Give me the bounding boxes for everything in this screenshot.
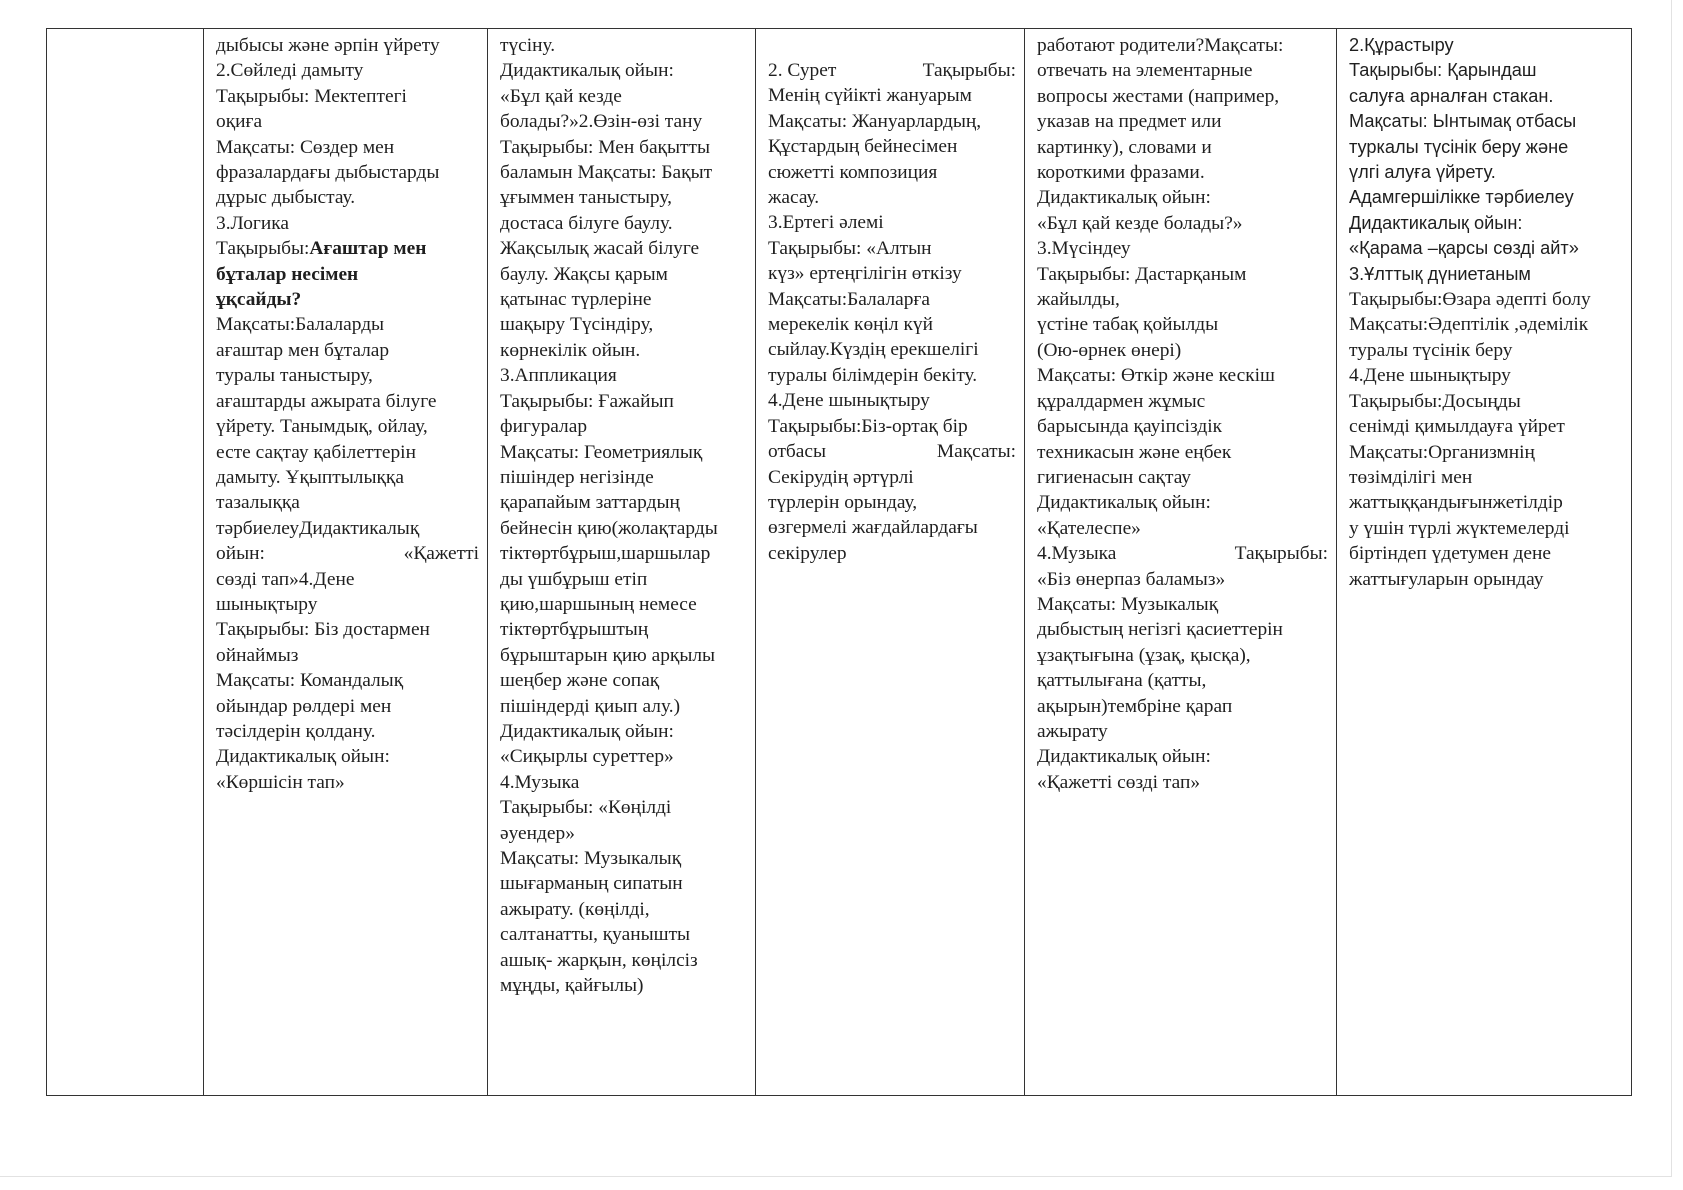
text-line: фразалардағы дыбыстарды: [216, 162, 440, 184]
text-line: [768, 58, 1016, 83]
text-line: Тақырыбы: Дастарқаным: [1037, 263, 1247, 285]
text-line: ашық- жарқын, көңілсіз: [500, 949, 698, 971]
text-line: 4.Дене шынықтыру: [1349, 365, 1511, 387]
text-line: 3.Аппликация: [500, 365, 617, 387]
text-line: дұрыс дыбыстау.: [216, 187, 356, 209]
text-line: вопросы жестами (например,: [1037, 85, 1280, 107]
text-fragment: Тақырыбы:: [1234, 543, 1328, 565]
text-line: Мақсаты: Музыкалық: [1037, 593, 1219, 615]
text-line: (Ою-өрнек өнері): [1037, 339, 1182, 361]
text-line: пішіндер негізінде: [500, 466, 654, 488]
lesson-plan-table: [46, 28, 1632, 1096]
topic-label: Тақырыбы:: [216, 238, 310, 260]
text-line: Дидактикалық ойын:: [500, 60, 674, 82]
text-line: Тақырыбы: Мектептегі: [216, 85, 407, 107]
text-line: «Көршісін тап»: [216, 771, 345, 793]
text-line: жайылды,: [1037, 289, 1120, 311]
text-line: Тақырыбы: Ғажайып: [500, 390, 674, 412]
text-line: [768, 439, 1016, 464]
text-line: баламын Мақсаты: Бақыт: [500, 162, 713, 184]
text-line: Адамгершілікке тәрбиелеу: [1349, 187, 1574, 208]
text-line: шығарманың сипатын: [500, 873, 683, 895]
text-line: қатынас түрлеріне: [500, 289, 652, 311]
text-line: Дидактикалық ойын:: [500, 720, 674, 742]
text-line: сөзді тап»4.Дене: [216, 568, 355, 590]
text-line: ойнаймыз: [216, 644, 299, 666]
topic-title: Ағаштар мен: [309, 238, 427, 260]
text-line: мұңды, қайғылы): [500, 975, 644, 997]
text-line: сюжетті композиция: [768, 161, 938, 183]
text-line: Мақсаты: Жануарлардың,: [768, 110, 982, 132]
text-line: дамыту. Ұқыптылыққа: [216, 466, 404, 488]
text-line: ұқсайды?: [216, 289, 302, 311]
text-line: Мақсаты: Геометриялық: [500, 441, 703, 463]
text-line: салтанатты, қуанышты: [500, 924, 691, 946]
text-line: дыбыстың негізгі қасиеттерін: [1037, 619, 1283, 641]
text-line: Мақсаты:Балаларды: [216, 314, 385, 336]
text-line: әуендер»: [500, 822, 575, 844]
text-line: шақыру Түсіндіру,: [500, 314, 654, 336]
text-line: работают родители?Мақсаты:: [1037, 35, 1284, 56]
text-line: туркалы түсінік беру және: [1349, 136, 1569, 157]
text-line: отвечать на элементарные: [1037, 60, 1253, 82]
text-line: 3.Ертегі әлемі: [768, 212, 884, 234]
table-cell-day-1: [203, 29, 487, 1095]
text-line: тіктөртбұрыш,шаршылар: [500, 543, 711, 565]
text-fragment: Мақсаты:: [936, 441, 1016, 463]
text-line: «Қажетті сөзді тап»: [1037, 771, 1201, 793]
text-line: Тақырыбы:Өзара әдепті болу: [1349, 289, 1591, 311]
text-fragment: «Қажетті: [403, 543, 479, 565]
text-line: ағаштарды ажырата білуге: [216, 390, 437, 412]
text-line: Тақырыбы: Қарындаш: [1349, 60, 1537, 81]
text-line: техникасын және еңбек: [1037, 441, 1232, 463]
text-line: үстіне табақ қойылды: [1037, 314, 1219, 336]
text-line: Мақсаты: Музыкалық: [500, 848, 682, 869]
text-line: ажырату. (көңілді,: [500, 898, 650, 920]
table-cell-day-5: [1336, 29, 1633, 1095]
text-line: 2.Құрастыру: [1349, 35, 1454, 55]
text-line: у үшін түрлі жүктемелерді: [1349, 517, 1570, 539]
page-edge: [0, 1176, 1672, 1177]
text-line: болады?»2.Өзін-өзі тану: [500, 111, 703, 133]
text-line: оқиға: [216, 111, 263, 133]
page-edge: [1671, 0, 1672, 1176]
text-line: Тақырыбы:Досыңды: [1349, 390, 1521, 412]
text-line: салуға арналған стакан.: [1349, 85, 1554, 106]
text-line: Дидактикалық ойын:: [1349, 212, 1523, 233]
text-line: ойындар рөлдері мен: [216, 695, 392, 717]
table-cell-empty: [47, 29, 203, 1095]
text-line: өзгермелі жағдайлардағы: [768, 517, 978, 539]
text-line: «Сиқырлы суреттер»: [500, 746, 674, 768]
text-line: біртіндеп үдетумен дене: [1349, 543, 1552, 565]
text-line: қаттылығана (қатты,: [1037, 670, 1207, 692]
text-line: жаттығуларын орындау: [1349, 568, 1544, 590]
text-line: Мақсаты: Сөздер мен: [216, 136, 395, 158]
text-line: мерекелік көңіл күй: [768, 314, 933, 336]
text-line: жаттыққандығынжетілдір: [1349, 492, 1563, 514]
text-line: 3.Ұлттық дүниетаным: [1349, 263, 1531, 284]
text-line: достаса білуге баулу.: [500, 212, 673, 234]
text-line: бейнесін қию(жолақтарды: [500, 517, 718, 539]
text-line: «Бұл қай кезде болады?»: [1037, 212, 1243, 234]
text-line: түсіну.: [500, 35, 556, 56]
text-line: 3.Логика: [216, 212, 289, 234]
text-line: төзімділігі мен: [1349, 466, 1473, 488]
text-line: Тақырыбы: Біз достармен: [216, 619, 430, 641]
text-line: ұзақтығына (ұзақ, қысқа),: [1037, 644, 1251, 666]
text-line: сенімді қимылдауға үйрет: [1349, 416, 1565, 438]
text-line: Менің сүйікті жануарым: [768, 85, 972, 107]
text-line: Тақырыбы: «Алтын: [768, 237, 932, 259]
text-fragment: 4.Музыка: [1037, 543, 1117, 565]
table-cell-day-4: [1024, 29, 1336, 1095]
text-line: Секірудің әртүрлі: [768, 466, 914, 488]
text-line: «Қарама –қарсы сөзді айт»: [1349, 238, 1579, 259]
text-line: 2.Сөйледі дамыту: [216, 60, 364, 82]
text-line: қию,шаршының немесе: [500, 593, 697, 615]
table-cell-day-2: [487, 29, 755, 1095]
text-line: көрнекілік ойын.: [500, 339, 641, 361]
text-line: указав на предмет или: [1037, 111, 1222, 133]
text-line: шеңбер және сопақ: [500, 670, 660, 692]
text-line: Дидактикалық ойын:: [216, 746, 390, 768]
text-line: Тақырыбы: «Көңілді: [500, 797, 672, 819]
text-line: дыбысы және әрпін үйрету: [216, 35, 440, 56]
text-line: туралы түсінік беру: [1349, 339, 1513, 361]
text-line: тазалыққа: [216, 492, 300, 514]
text-fragment: ойын:: [216, 543, 265, 565]
text-line: ды үшбұрыш етіп: [500, 568, 648, 590]
text-line: Дидактикалық ойын:: [1037, 187, 1211, 209]
text-line: картинку), словами и: [1037, 136, 1212, 158]
text-line: [1037, 541, 1328, 566]
text-line: «Біз өнерпаз баламыз»: [1037, 568, 1226, 590]
text-line: қарапайым заттардың: [500, 492, 680, 514]
text-line: бұталар несімен: [216, 263, 359, 285]
text-line: құралдармен жұмыс: [1037, 390, 1206, 412]
text-line: пішіндерді қиып алу.): [500, 695, 681, 717]
text-line: 4.Дене шынықтыру: [768, 390, 930, 412]
text-line: баулу. Жақсы қарым: [500, 263, 668, 285]
text-line: бұрыштарын қию арқылы: [500, 644, 716, 666]
text-line: Мақсаты: Ынтымақ отбасы: [1349, 111, 1577, 132]
text-line: тәсілдерін қолдану.: [216, 720, 376, 742]
text-line: түрлерін орындау,: [768, 491, 918, 513]
text-line: жасау.: [768, 187, 820, 209]
text-line: Жақсылық жасай білуге: [500, 238, 700, 260]
text-line: есте сақтау қабілеттерін: [216, 441, 416, 463]
text-line: 4.Музыка: [500, 771, 580, 793]
text-line: күз» ертеңгілігін өткізу: [768, 263, 962, 285]
text-line: гигиенасын сақтау: [1037, 466, 1192, 488]
text-line: секірулер: [768, 542, 847, 564]
text-line: туралы таныстыру,: [216, 365, 373, 387]
text-line: тәрбиелеуДидактикалық: [216, 517, 420, 539]
text-line: Мақсаты:Әдептілік ,әдемілік: [1349, 314, 1589, 336]
text-line: үлгі алуға үйрету.: [1349, 162, 1496, 183]
text-line: «Қателеспе»: [1037, 517, 1141, 539]
text-line: Құстардың бейнесімен: [768, 136, 958, 158]
text-line: [216, 236, 479, 261]
text-line: Тақырыбы: Мен бақытты: [500, 136, 710, 158]
text-line: тіктөртбұрыштың: [500, 619, 649, 641]
text-line: [216, 541, 479, 566]
text-line: короткими фразами.: [1037, 162, 1205, 184]
text-line: Тақырыбы:Біз-ортақ бір: [768, 415, 968, 437]
text-line: барысында қауіпсіздік: [1037, 416, 1223, 438]
text-line: ажырату: [1037, 720, 1108, 742]
text-line: Мақсаты: Өткір және кескіш: [1037, 365, 1275, 387]
table-cell-day-3: [755, 29, 1024, 1095]
text-fragment: Тақырыбы:: [922, 60, 1016, 81]
text-line: ұғыммен таныстыру,: [500, 187, 672, 209]
text-line: шынықтыру: [216, 593, 318, 615]
text-line: «Бұл қай кезде: [500, 85, 622, 107]
text-line: Мақсаты:Балаларға: [768, 288, 931, 310]
text-fragment: 2. Сурет: [768, 60, 837, 81]
text-line: үйрету. Танымдық, ойлау,: [216, 416, 428, 438]
text-line: Дидактикалық ойын:: [1037, 746, 1211, 768]
text-line: фигуралар: [500, 416, 588, 438]
text-line: Дидактикалық ойын:: [1037, 492, 1211, 514]
text-line: ағаштар мен бұталар: [216, 339, 390, 361]
text-fragment: отбасы: [768, 441, 827, 463]
text-line: Мақсаты: Командалық: [216, 670, 404, 692]
text-line: туралы білімдерін бекіту.: [768, 364, 978, 386]
text-line: ақырын)тембріне қарап: [1037, 695, 1233, 717]
text-line: сыйлау.Күздің ерекшелігі: [768, 339, 979, 361]
text-line: Мақсаты:Организмнің: [1349, 441, 1535, 463]
text-line: 3.Мүсіндеу: [1037, 238, 1131, 260]
